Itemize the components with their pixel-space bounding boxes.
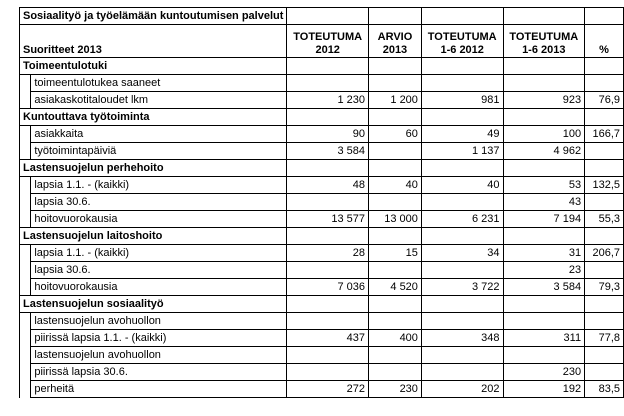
value-cell: 40	[368, 177, 421, 194]
empty-cell	[503, 296, 585, 313]
value-cell: 55,3	[585, 211, 624, 228]
value-cell: 7 194	[503, 211, 585, 228]
row-label: piirissä lapsia 30.6.	[31, 364, 287, 381]
value-cell: 90	[287, 126, 369, 143]
value-cell: 15	[368, 245, 421, 262]
indent-cell	[20, 381, 31, 398]
value-cell: 1 200	[368, 92, 421, 109]
empty-cell	[421, 109, 503, 126]
header-col-5: %	[585, 25, 624, 58]
value-cell	[368, 75, 421, 92]
table-row	[20, 313, 624, 330]
value-cell	[421, 347, 503, 364]
empty-cell	[421, 58, 503, 75]
section-label: Lastensuojelun perhehoito	[20, 160, 287, 177]
value-cell: 13 000	[368, 211, 421, 228]
value-cell	[287, 347, 369, 364]
empty-cell	[585, 228, 624, 245]
value-cell: 1 137	[421, 143, 503, 160]
row-label: asiakaskotitaloudet lkm	[31, 92, 287, 109]
table-row	[20, 126, 624, 143]
empty-cell	[503, 160, 585, 177]
row-label: asiakkaita	[31, 126, 287, 143]
indent-cell	[20, 126, 31, 143]
empty-cell	[368, 228, 421, 245]
empty-cell	[421, 228, 503, 245]
value-cell	[585, 194, 624, 211]
value-cell	[287, 194, 369, 211]
value-cell: 437	[287, 330, 369, 347]
value-cell: 40	[421, 177, 503, 194]
row-label: lapsia 1.1. - (kaikki)	[31, 245, 287, 262]
value-cell: 77,8	[585, 330, 624, 347]
value-cell	[421, 262, 503, 279]
header-col-2: ARVIO 2013	[368, 25, 421, 58]
value-cell	[368, 347, 421, 364]
value-cell: 923	[503, 92, 585, 109]
empty-cell	[368, 296, 421, 313]
empty-cell	[503, 58, 585, 75]
value-cell: 28	[287, 245, 369, 262]
value-cell: 981	[421, 92, 503, 109]
row-label: hoitovuorokausia	[31, 279, 287, 296]
indent-cell	[20, 364, 31, 381]
row-label: hoitovuorokausia	[31, 211, 287, 228]
value-cell	[585, 364, 624, 381]
empty-cell	[585, 109, 624, 126]
row-label: lastensuojelun avohuollon	[31, 347, 287, 364]
value-cell: 79,3	[585, 279, 624, 296]
indent-cell	[20, 177, 31, 194]
table-row	[20, 75, 624, 92]
indent-cell	[20, 143, 31, 160]
value-cell: 13 577	[287, 211, 369, 228]
value-cell	[368, 313, 421, 330]
value-cell	[585, 313, 624, 330]
empty-cell	[585, 296, 624, 313]
value-cell: 7 036	[287, 279, 369, 296]
table-row	[20, 262, 624, 279]
value-cell	[287, 364, 369, 381]
value-cell: 3 584	[287, 143, 369, 160]
table-row	[20, 245, 624, 262]
value-cell: 4 520	[368, 279, 421, 296]
table-row	[20, 364, 624, 381]
section-label: Kuntouttava työtoiminta	[20, 109, 287, 126]
value-cell: 166,7	[585, 126, 624, 143]
value-cell: 23	[503, 262, 585, 279]
row-label: lastensuojelun avohuollon	[31, 313, 287, 330]
header-col-3: TOTEUTUMA 1-6 2012	[421, 25, 503, 58]
value-cell: 100	[503, 126, 585, 143]
empty-cell	[287, 109, 369, 126]
table-row	[20, 194, 624, 211]
value-cell	[287, 262, 369, 279]
section-row	[20, 228, 624, 245]
value-cell: 4 962	[503, 143, 585, 160]
section-label: Lastensuojelun laitoshoito	[20, 228, 287, 245]
indent-cell	[20, 262, 31, 279]
empty-cell	[368, 160, 421, 177]
value-cell	[368, 194, 421, 211]
empty-cell	[585, 58, 624, 75]
value-cell: 34	[421, 245, 503, 262]
empty-cell	[585, 160, 624, 177]
section-row	[20, 160, 624, 177]
indent-cell	[20, 75, 31, 92]
table-row	[20, 330, 624, 347]
value-cell: 6 231	[421, 211, 503, 228]
table-row	[20, 143, 624, 160]
value-cell: 311	[503, 330, 585, 347]
value-cell: 192	[503, 381, 585, 398]
empty-cell	[368, 109, 421, 126]
table-row	[20, 279, 624, 296]
header-row	[20, 25, 624, 58]
indent-cell	[20, 347, 31, 364]
indent-cell	[20, 194, 31, 211]
value-cell: 1 230	[287, 92, 369, 109]
table-title: Sosiaalityö ja työelämään kuntoutumisen palvelut	[20, 8, 287, 25]
header-label: Suoritteet 2013	[20, 25, 287, 58]
section-row	[20, 58, 624, 75]
empty-cell	[421, 160, 503, 177]
value-cell: 83,5	[585, 381, 624, 398]
value-cell: 400	[368, 330, 421, 347]
row-label: toimeentulotukea saaneet	[31, 75, 287, 92]
indent-cell	[20, 279, 31, 296]
value-cell: 348	[421, 330, 503, 347]
value-cell	[287, 313, 369, 330]
row-label: lapsia 30.6.	[31, 262, 287, 279]
table-row	[20, 177, 624, 194]
header-col-1: TOTEUTUMA 2012	[287, 25, 369, 58]
value-cell: 49	[421, 126, 503, 143]
value-cell: 43	[503, 194, 585, 211]
value-cell	[287, 75, 369, 92]
value-cell: 31	[503, 245, 585, 262]
empty-cell	[368, 58, 421, 75]
value-cell	[503, 313, 585, 330]
value-cell: 230	[368, 381, 421, 398]
title-row	[20, 8, 624, 25]
services-table	[19, 7, 624, 398]
value-cell: 76,9	[585, 92, 624, 109]
section-row	[20, 109, 624, 126]
section-label: Toimeentulotuki	[20, 58, 287, 75]
indent-cell	[20, 330, 31, 347]
value-cell	[368, 143, 421, 160]
indent-cell	[20, 313, 31, 330]
value-cell	[585, 262, 624, 279]
indent-cell	[20, 92, 31, 109]
value-cell: 53	[503, 177, 585, 194]
empty-cell	[503, 228, 585, 245]
table-row	[20, 92, 624, 109]
value-cell	[585, 75, 624, 92]
value-cell	[421, 75, 503, 92]
empty-cell	[287, 296, 369, 313]
value-cell	[368, 262, 421, 279]
empty-cell	[287, 228, 369, 245]
empty-cell	[421, 296, 503, 313]
value-cell: 132,5	[585, 177, 624, 194]
empty-cell	[503, 109, 585, 126]
value-cell	[421, 313, 503, 330]
value-cell	[421, 194, 503, 211]
value-cell: 3 584	[503, 279, 585, 296]
value-cell: 230	[503, 364, 585, 381]
row-label: työtoimintapäiviä	[31, 143, 287, 160]
table-row	[20, 347, 624, 364]
value-cell: 60	[368, 126, 421, 143]
value-cell: 272	[287, 381, 369, 398]
empty-cell	[287, 58, 369, 75]
row-label: perheitä	[31, 381, 287, 398]
value-cell	[421, 364, 503, 381]
value-cell: 206,7	[585, 245, 624, 262]
section-label: Lastensuojelun sosiaalityö	[20, 296, 287, 313]
value-cell	[503, 75, 585, 92]
indent-cell	[20, 245, 31, 262]
table-row	[20, 381, 624, 398]
row-label: lapsia 30.6.	[31, 194, 287, 211]
value-cell	[503, 347, 585, 364]
table-row	[20, 211, 624, 228]
section-row	[20, 296, 624, 313]
value-cell	[368, 364, 421, 381]
row-label: lapsia 1.1. - (kaikki)	[31, 177, 287, 194]
header-col-4: TOTEUTUMA 1-6 2013	[503, 25, 585, 58]
empty-cell	[287, 160, 369, 177]
value-cell: 202	[421, 381, 503, 398]
row-label: piirissä lapsia 1.1. - (kaikki)	[31, 330, 287, 347]
value-cell	[585, 347, 624, 364]
value-cell: 3 722	[421, 279, 503, 296]
value-cell: 48	[287, 177, 369, 194]
value-cell	[585, 143, 624, 160]
indent-cell	[20, 211, 31, 228]
